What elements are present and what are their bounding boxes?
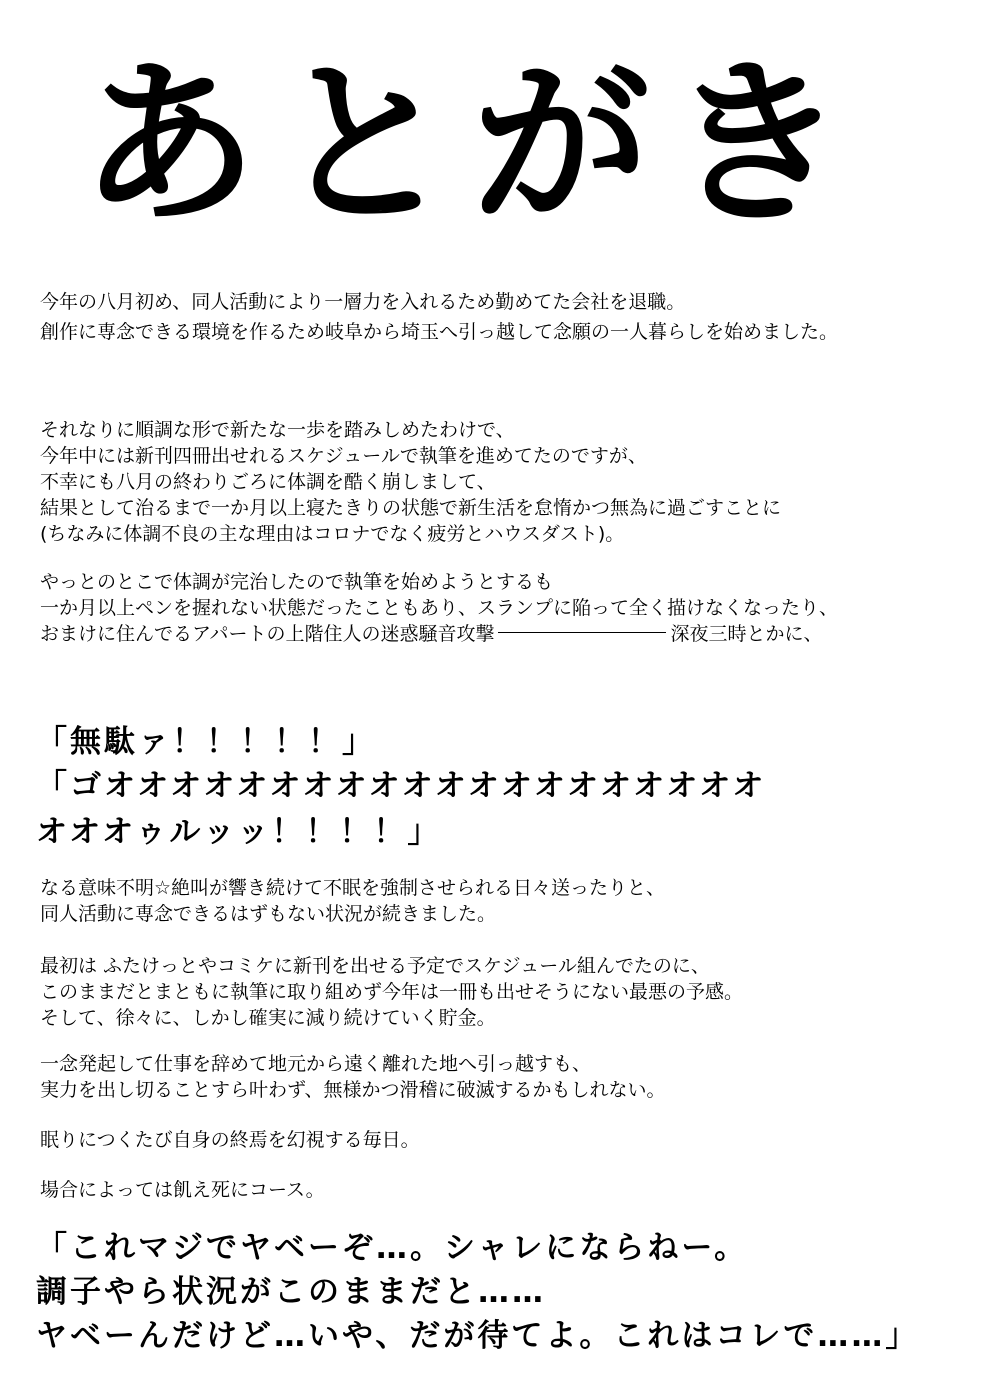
text-line: このままだとまともに執筆に取り組めず今年は一冊も出せそうにない最悪の予感。	[40, 981, 744, 1003]
text-line: (ちなみに体調不良の主な理由はコロナでなく疲労とハウスダスト)。	[40, 523, 625, 545]
text-line: 結果として治るまで一か月以上寝たきりの状態で新生活を怠惰かつ無為に過ごすことに	[40, 497, 782, 519]
shout-line: オオオゥルッッ！！！！」	[36, 814, 442, 850]
dash-text-before: おまけに住んでるアパートの上階住人の迷惑騒音攻撃	[40, 623, 495, 645]
text-line: 最初は ふたけっとやコミケに新刊を出せる予定でスケジュール組んでたのに、	[40, 955, 710, 977]
dash-text-after: 深夜三時とかに、	[670, 623, 823, 645]
em-dash-rule	[498, 632, 666, 633]
text-line: なる意味不明☆絶叫が響き続けて不眠を強制させられる日々送ったりと、	[40, 877, 666, 899]
text-line: 同人活動に専念できるはずもない状況が続きました。	[40, 903, 497, 925]
text-line: やっとのとこで体調が完治したので執筆を始めようとするも	[40, 571, 554, 593]
text-line: 創作に専念できる環境を作るため岐阜から埼玉へ引っ越して念願の一人暮らしを始めました。	[40, 321, 839, 343]
dash-text-line	[40, 622, 823, 646]
text-line: 今年の八月初め、同人活動により一層力を入れるため勤めてた会社を退職。	[40, 291, 686, 313]
text-line: 不幸にも八月の終わりごろに体調を酷く崩しまして、	[40, 471, 496, 493]
shout-line: 「無駄ァ！！！！！」	[36, 724, 376, 760]
text-line: 一念発起して仕事を辞めて地元から遠く離れた地へ引っ越すも、	[40, 1053, 592, 1075]
text-line: 眠りにつくたび自身の終焉を幻視する毎日。	[40, 1129, 420, 1151]
page-title: あとがき	[80, 41, 864, 248]
text-line: 今年中には新刊四冊出せれるスケジュールで執筆を進めてたのですが、	[40, 445, 647, 467]
quote-line: ヤベーんだけど…いや、だが待てよ。これはコレで……」	[36, 1318, 920, 1354]
quote-line: 調子やら状況がこのままだと……	[36, 1274, 546, 1310]
text-line: そして、徐々に、しかし確実に減り続けていく貯金。	[40, 1007, 496, 1029]
text-line: 場合によっては飢え死にコース。	[40, 1179, 325, 1201]
text-line: 実力を出し切ることすら叶わず、無様かつ滑稽に破滅するかもしれない。	[40, 1079, 666, 1101]
quote-line: 「これマジでヤベーぞ…。シャレにならねー。	[36, 1230, 749, 1266]
shout-line: 「ゴオオオオオオオオオオオオオオオオオオオオ	[36, 768, 767, 804]
text-line: それなりに順調な形で新たな一歩を踏みしめたわけで、	[40, 419, 515, 441]
text-line: 一か月以上ペンを握れない状態だったこともあり、スランプに陥って全く描けなくなったり、	[40, 597, 839, 619]
